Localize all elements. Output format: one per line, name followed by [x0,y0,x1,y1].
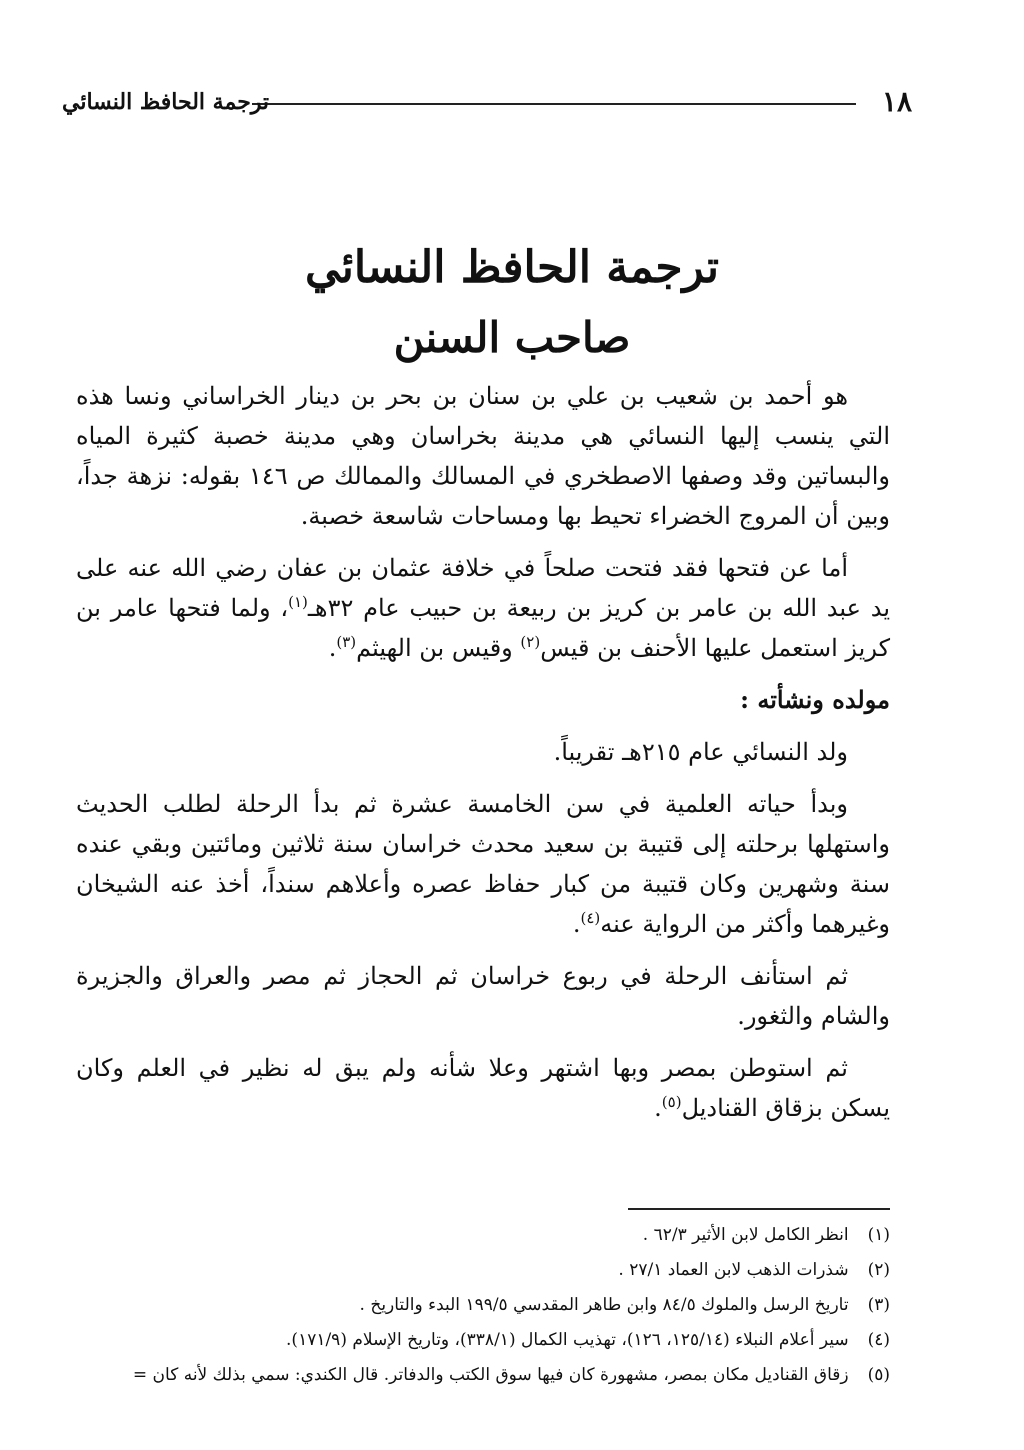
chapter-title: ترجمة الحافظ النسائي [304,242,720,293]
running-title: ترجمة الحافظ النسائي [62,89,270,115]
header-rule [252,103,856,105]
footnote-text: زقاق القناديل مكان بمصر، مشهورة كان فيها سوق الكتب والدفاتر. قال الكندي: سمي بذلك لأنه كان = [132,1365,849,1385]
paragraph-text: . [654,1094,662,1122]
footnote-text: سير أعلام النبلاء (١٢٥/١٤، ١٢٦)، تهذيب الكمال (٣٣٨/١)، وتاريخ الإسلام (١٧١/٩). [286,1330,849,1350]
footnote-number: (١) [867,1225,890,1245]
paragraph-text: . [328,634,337,662]
paragraph-text: ، ولما فتحها عامر بن كريز استعمل عليها الأحنف بن قيس [76,594,890,662]
paragraph-origin: هو أحمد بن شعيب بن علي بن سنان بن بحر بن دينار الخراساني ونسا هذه التي ينسب إليها النسائي هي مدينة بخراسان وهي مدينة خصبة كثيرة المياه والبساتين وقد وصفها الاصطخري في المسالك والممالك ص ١٤٦ بقوله: نزهة جداً، وبين أن المروج الخضراء تحيط بها ومساحات شاسعة خصبة. [76,382,890,530]
paragraph-travels: ثم استأنف الرحلة في ربوع خراسان ثم الحجاز ثم مصر والعراق والجزيرة والشام والثغور. [76,962,890,1030]
paragraph-text: ثم استوطن بمصر وبها اشتهر وعلا شأنه ولم يبق له نظير في العلم وكان يسكن بزقاق القناديل [76,1054,890,1122]
chapter-subtitle: صاحب السنن [393,313,631,362]
paragraph-text: وبدأ حياته العلمية في سن الخامسة عشرة ثم بدأ الرحلة لطلب الحديث واستهلها برحلته إلى قتيبة بن سعيد محدث خراسان سنة ثلاثين ومائتين وبقي عنده سنة وشهرين وكان قتيبة من كبار حفاظ عصره وأعلاهم سنداً، أخذ عنه الشيخان وغيرهما وأكثر من الرواية عنه [76,790,890,938]
footnotes [50,1218,890,1393]
footnote-3 [50,1288,890,1323]
paragraph-conquest [76,548,890,668]
running-header [62,84,912,120]
paragraph-text: أما عن فتحها فقد فتحت صلحاً في خلافة عثمان بن عفان رضي الله عنه على يد عبد الله بن عامر بن كريز بن ربيعة بن حبيب عام ٣٢هـ [76,554,890,622]
paragraph-early-life [76,784,890,944]
footnote-text: شذرات الذهب لابن العماد ٢٧/١ . [618,1260,849,1280]
body-text [76,376,890,1140]
page-number: ١٨ [881,85,912,118]
footnote-number: (٤) [867,1330,890,1350]
paragraph-egypt [76,1048,890,1128]
footnote-number: (٥) [867,1365,890,1385]
footnote-5 [50,1358,890,1393]
footnote-number: (٣) [867,1295,890,1315]
footnote-ref-3[interactable]: (٣) [336,633,357,651]
footnote-ref-2[interactable]: (٢) [520,633,541,651]
footnote-text: تاريخ الرسل والملوك ٨٤/٥ وابن طاهر المقدسي ١٩٩/٥ البدء والتاريخ . [359,1295,849,1315]
footnote-1 [50,1218,890,1253]
footnote-text: انظر الكامل لابن الأثير ٦٢/٣ . [642,1225,849,1245]
footnote-ref-1[interactable]: (١) [288,593,308,611]
footnote-separator [628,1208,890,1210]
paragraph-birth: ولد النسائي عام ٢١٥هـ تقريباً. [553,738,848,766]
footnote-ref-5[interactable]: (٥) [661,1093,682,1111]
footnote-ref-4[interactable]: (٤) [580,909,601,927]
footnote-4 [50,1323,890,1358]
footnote-number: (٢) [867,1260,890,1280]
section-heading: مولده ونشأته : [740,685,890,714]
paragraph-text: . [572,910,581,938]
paragraph-text: وقيس بن الهيثم [356,634,521,662]
footnote-2 [50,1253,890,1288]
